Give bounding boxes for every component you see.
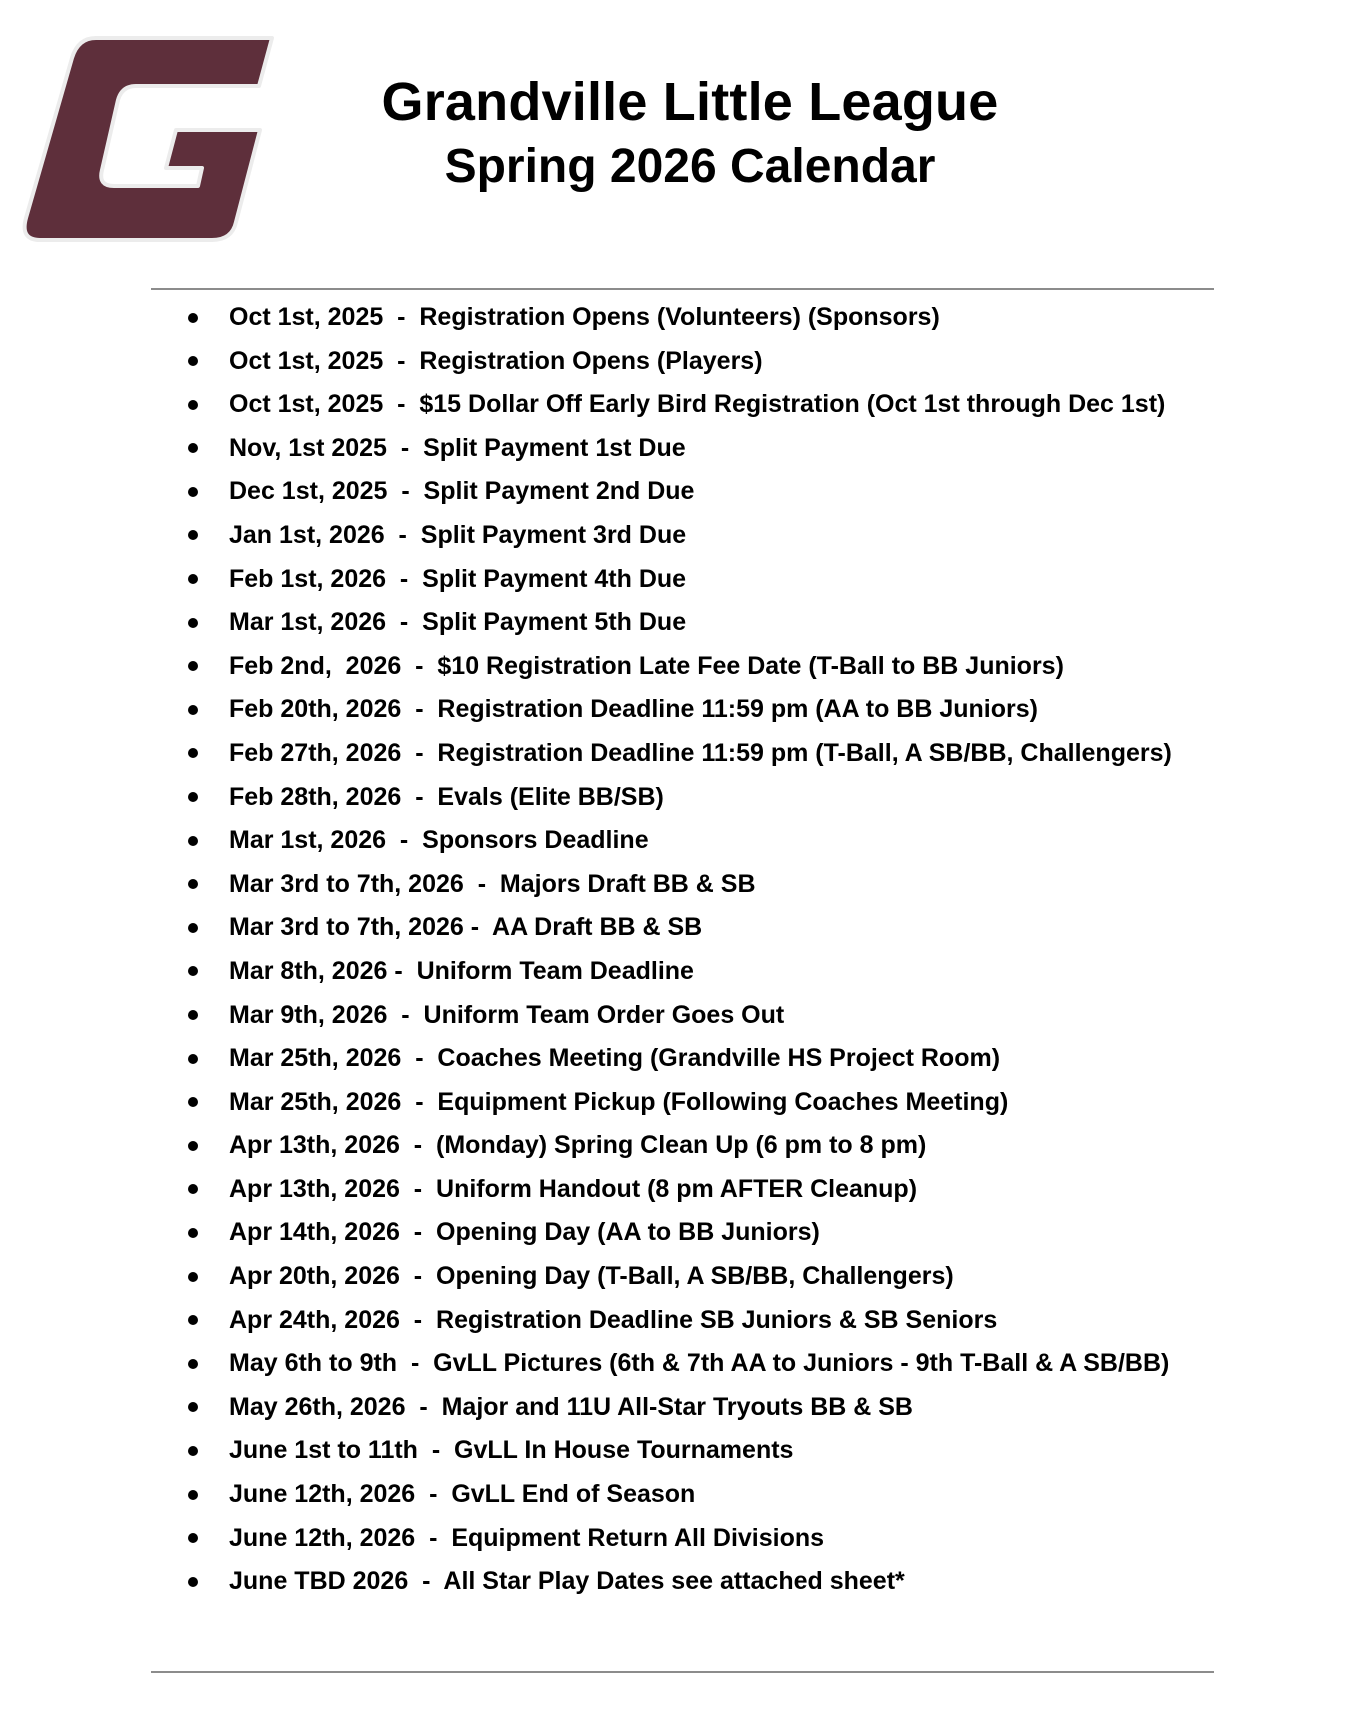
- list-item: [0, 296, 1358, 340]
- list-item: [0, 1473, 1358, 1517]
- event-text: June 1st to 11th - GvLL In House Tournaments: [229, 1436, 794, 1465]
- bullet-icon: [188, 1402, 198, 1412]
- event-text: Feb 1st, 2026 - Split Payment 4th Due: [229, 564, 687, 593]
- bullet-icon: [188, 1141, 198, 1151]
- event-text: Feb 27th, 2026 - Registration Deadline 11:59 pm (T-Ball, A SB/BB, Challengers): [229, 738, 1172, 767]
- bullet-icon: [188, 487, 198, 497]
- event-text: May 26th, 2026 - Major and 11U All-Star Tryouts BB & SB: [229, 1392, 913, 1421]
- list-item: [0, 1560, 1358, 1604]
- bullet-icon: [188, 1184, 198, 1194]
- event-list: [0, 296, 1358, 1604]
- list-item: [0, 1255, 1358, 1299]
- list-item: [0, 1342, 1358, 1386]
- list-item: [0, 427, 1358, 471]
- event-text: May 6th to 9th - GvLL Pictures (6th & 7th AA to Juniors - 9th T-Ball & A SB/BB): [229, 1349, 1170, 1378]
- header: [300, 68, 1080, 198]
- event-text: June 12th, 2026 - Equipment Return All Divisions: [229, 1523, 825, 1552]
- list-item: [0, 688, 1358, 732]
- event-text: Dec 1st, 2025 - Split Payment 2nd Due: [229, 477, 695, 506]
- event-text: June TBD 2026 - All Star Play Dates see attached sheet*: [229, 1567, 905, 1596]
- event-text: Feb 20th, 2026 - Registration Deadline 11:59 pm (AA to BB Juniors): [229, 695, 1038, 724]
- event-text: Nov, 1st 2025 - Split Payment 1st Due: [229, 433, 686, 462]
- list-item: [0, 1429, 1358, 1473]
- bullet-icon: [188, 1490, 198, 1500]
- list-item: [0, 558, 1358, 602]
- bullet-icon: [188, 705, 198, 715]
- list-item: [0, 1517, 1358, 1561]
- bullet-icon: [188, 356, 198, 366]
- list-item: [0, 906, 1358, 950]
- event-text: Oct 1st, 2025 - Registration Opens (Players): [229, 346, 763, 375]
- list-item: [0, 994, 1358, 1038]
- list-item: [0, 1037, 1358, 1081]
- page-subtitle: Spring 2026 Calendar: [444, 140, 936, 193]
- bullet-icon: [188, 1533, 198, 1543]
- list-item: [0, 732, 1358, 776]
- event-text: Mar 25th, 2026 - Coaches Meeting (Grandville HS Project Room): [229, 1044, 1001, 1073]
- bullet-icon: [188, 443, 198, 453]
- bullet-icon: [188, 530, 198, 540]
- event-text: June 12th, 2026 - GvLL End of Season: [229, 1480, 696, 1509]
- bullet-icon: [188, 661, 198, 671]
- page-title: Grandville Little League: [381, 72, 999, 132]
- bullet-icon: [188, 1054, 198, 1064]
- bullet-icon: [188, 1577, 198, 1587]
- list-item: [0, 645, 1358, 689]
- g-letter-logo-icon: [18, 34, 288, 244]
- event-text: Apr 13th, 2026 - Uniform Handout (8 pm AFTER Cleanup): [229, 1174, 918, 1203]
- event-text: Oct 1st, 2025 - $15 Dollar Off Early Bird Registration (Oct 1st through Dec 1st): [229, 390, 1166, 419]
- list-item: [0, 950, 1358, 994]
- list-item: [0, 383, 1358, 427]
- list-item: [0, 340, 1358, 384]
- event-text: Apr 14th, 2026 - Opening Day (AA to BB Juniors): [229, 1218, 820, 1247]
- event-text: Jan 1st, 2026 - Split Payment 3rd Due: [229, 520, 687, 549]
- bullet-icon: [188, 1010, 198, 1020]
- list-item: [0, 1211, 1358, 1255]
- list-item: [0, 601, 1358, 645]
- list-item: [0, 1299, 1358, 1343]
- event-text: Mar 1st, 2026 - Split Payment 5th Due: [229, 608, 687, 637]
- bullet-icon: [188, 1359, 198, 1369]
- event-text: Mar 9th, 2026 - Uniform Team Order Goes Out: [229, 1000, 785, 1029]
- event-text: Feb 2nd, 2026 - $10 Registration Late Fee Date (T-Ball to BB Juniors): [229, 651, 1064, 680]
- event-text: Apr 24th, 2026 - Registration Deadline SB Juniors & SB Seniors: [229, 1305, 998, 1334]
- list-item: [0, 514, 1358, 558]
- event-text: Mar 1st, 2026 - Sponsors Deadline: [229, 826, 649, 855]
- bottom-divider: [151, 1671, 1214, 1673]
- bullet-icon: [188, 748, 198, 758]
- bullet-icon: [188, 923, 198, 933]
- event-text: Feb 28th, 2026 - Evals (Elite BB/SB): [229, 782, 664, 811]
- bullet-icon: [188, 1315, 198, 1325]
- event-text: Oct 1st, 2025 - Registration Opens (Volunteers) (Sponsors): [229, 303, 940, 331]
- bullet-icon: [188, 836, 198, 846]
- list-item: [0, 776, 1358, 820]
- bullet-icon: [188, 1097, 198, 1107]
- event-text: Mar 3rd to 7th, 2026 - AA Draft BB & SB: [229, 913, 703, 942]
- list-item: [0, 863, 1358, 907]
- bullet-icon: [188, 618, 198, 628]
- bullet-icon: [188, 966, 198, 976]
- bullet-icon: [188, 313, 198, 323]
- event-text: Apr 20th, 2026 - Opening Day (T-Ball, A SB/BB, Challengers): [229, 1262, 954, 1291]
- list-item: [0, 1124, 1358, 1168]
- bullet-icon: [188, 400, 198, 410]
- bullet-icon: [188, 1228, 198, 1238]
- list-item: [0, 470, 1358, 514]
- list-item: [0, 1168, 1358, 1212]
- event-text: Mar 8th, 2026 - Uniform Team Deadline: [229, 956, 694, 985]
- list-item: [0, 819, 1358, 863]
- event-text: Mar 3rd to 7th, 2026 - Majors Draft BB & SB: [229, 869, 756, 898]
- top-divider: [151, 288, 1214, 290]
- bullet-icon: [188, 1272, 198, 1282]
- bullet-icon: [188, 574, 198, 584]
- list-item: [0, 1386, 1358, 1430]
- list-item: [0, 1081, 1358, 1125]
- bullet-icon: [188, 1446, 198, 1456]
- event-text: Apr 13th, 2026 - (Monday) Spring Clean Up (6 pm to 8 pm): [229, 1131, 927, 1160]
- bullet-icon: [188, 879, 198, 889]
- bullet-icon: [188, 792, 198, 802]
- event-text: Mar 25th, 2026 - Equipment Pickup (Following Coaches Meeting): [229, 1087, 1009, 1116]
